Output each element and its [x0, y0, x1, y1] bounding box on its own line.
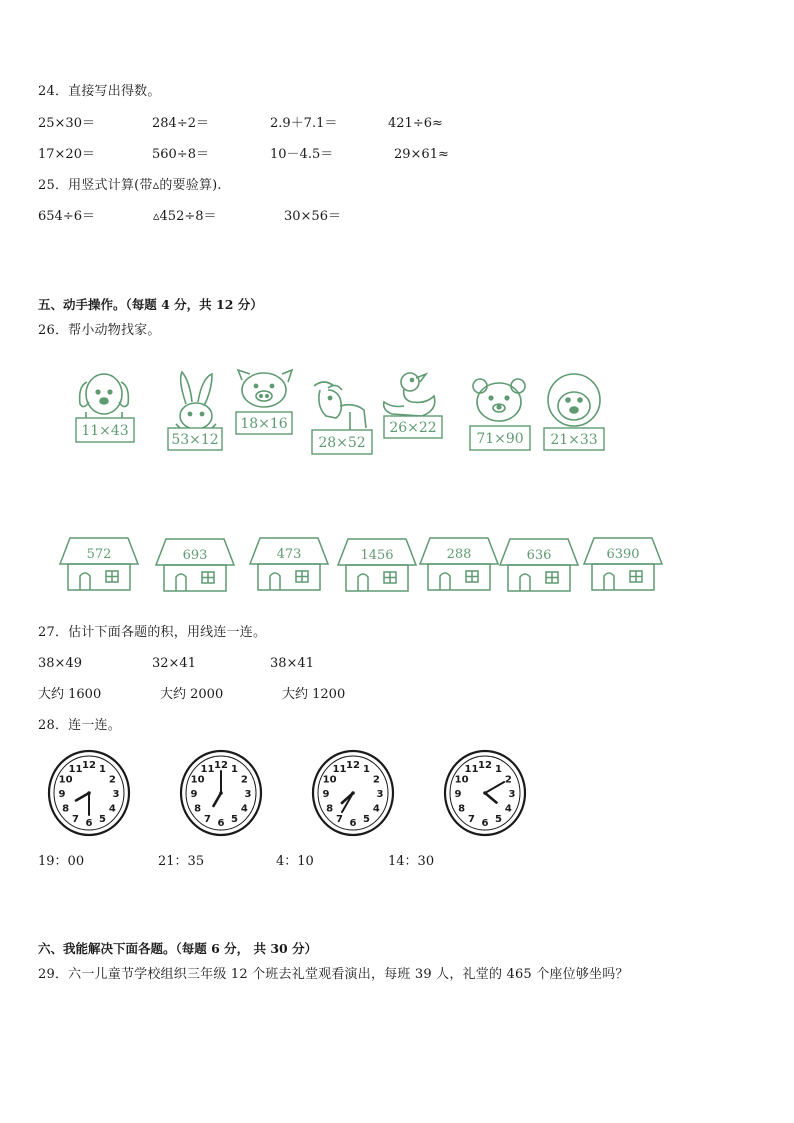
clock-numeral: 6	[349, 818, 357, 829]
house-5[interactable]	[418, 532, 500, 594]
clock-numeral: 1	[495, 763, 502, 775]
bear-label: 71×90	[476, 431, 524, 447]
clock-numeral: 11	[464, 763, 479, 775]
clock-numeral: 4	[372, 803, 380, 815]
clock-numeral: 1	[363, 763, 370, 775]
house-icon	[584, 538, 662, 590]
q29-title: 29．六一儿童节学校组织三年级 12 个班去礼堂观看演出，每班 39 人，礼堂的 465 个座位够坐吗？	[38, 967, 629, 982]
q25-title: 25．用竖式计算(带▵的要验算).	[38, 178, 222, 193]
clock-numeral: 2	[240, 774, 248, 786]
q25-item-2: ▵452÷8＝	[153, 209, 217, 224]
clock-numeral: 3	[376, 789, 384, 800]
hour-hand	[485, 793, 497, 803]
q24-title: 24．直接写出得数。	[38, 84, 161, 99]
q27-title: 27．估计下面各题的积，用线连一连。	[38, 625, 267, 640]
house-number: 636	[526, 548, 552, 563]
dog-card[interactable]	[70, 368, 140, 450]
rabbit-label: 53×12	[171, 432, 219, 448]
clock-numeral: 5	[363, 814, 370, 826]
q24-r1-c2: 284÷2＝	[152, 116, 209, 131]
clock-center	[87, 791, 91, 795]
house-icon	[420, 538, 498, 590]
dog-label: 11×43	[81, 423, 129, 439]
clock-numeral: 7	[468, 814, 475, 826]
rabbit-card[interactable]	[162, 368, 228, 456]
clock-numeral: 5	[231, 814, 238, 826]
bear-icon	[473, 379, 525, 421]
clock-numeral: 12	[478, 760, 492, 771]
clock-numeral: 9	[58, 789, 66, 800]
monkey-label: 21×33	[550, 432, 598, 448]
clock-numeral: 4	[504, 803, 512, 815]
house-icon	[338, 539, 416, 591]
duck-card[interactable]	[378, 368, 448, 444]
hour-hand	[76, 793, 89, 801]
clock-center	[219, 791, 223, 795]
q24-r2-c1: 17×20＝	[38, 147, 95, 162]
clock-numeral: 5	[99, 814, 106, 826]
goat-icon	[314, 382, 366, 430]
house-2[interactable]	[154, 533, 236, 595]
section5-title: 五、动手操作。（每题 4 分，共 12 分）	[38, 297, 263, 312]
q24-r2-c4: 29×61≈	[394, 147, 449, 162]
bear-card[interactable]	[464, 376, 534, 456]
q24-r1-c3: 2.9＋7.1＝	[270, 116, 338, 131]
clock-numeral: 9	[454, 789, 462, 800]
clock-numeral: 12	[214, 760, 228, 771]
clock-numeral: 2	[372, 774, 380, 786]
clock-numeral: 6	[481, 818, 489, 829]
clock-numeral: 11	[332, 763, 347, 775]
hour-hand	[214, 793, 222, 806]
clock-numeral: 1	[99, 763, 106, 775]
clock-numeral: 4	[108, 803, 116, 815]
clock-3[interactable]	[310, 748, 396, 838]
clock-numeral: 10	[454, 774, 469, 786]
q24-r2-c3: 10－4.5＝	[270, 147, 334, 162]
house-1[interactable]	[58, 532, 140, 594]
q26-title: 26．帮小动物找家。	[38, 323, 161, 338]
pig-label: 18×16	[240, 416, 288, 432]
house-icon	[156, 539, 234, 591]
duck-icon	[384, 373, 435, 416]
clock-center	[351, 791, 355, 795]
q28-time-1: 19：00	[38, 854, 85, 869]
clock-numeral: 7	[204, 814, 211, 826]
house-icon	[500, 539, 578, 591]
house-number: 1456	[360, 548, 394, 563]
clock-4[interactable]	[442, 748, 528, 838]
clock-numeral: 9	[190, 789, 198, 800]
pig-icon	[238, 370, 292, 407]
section6-title: 六、我能解决下面各题。（每题 6 分， 共 30 分）	[38, 941, 318, 956]
clock-2[interactable]	[178, 748, 264, 838]
clock-numeral: 10	[322, 774, 337, 786]
clock-numeral: 2	[108, 774, 116, 786]
clock-numeral: 7	[72, 814, 79, 826]
clock-numeral: 6	[217, 818, 225, 829]
q27-expr-2: 32×41	[152, 656, 196, 671]
q28-title: 28．连一连。	[38, 718, 121, 733]
clock-numeral: 9	[322, 789, 330, 800]
house-number: 288	[446, 547, 472, 562]
clock-numeral: 8	[194, 803, 202, 815]
clock-numeral: 8	[62, 803, 70, 815]
house-number: 572	[86, 547, 112, 562]
clock-numeral: 10	[58, 774, 73, 786]
clock-numeral: 4	[240, 803, 248, 815]
clock-numeral: 8	[326, 803, 334, 815]
clock-numeral: 8	[458, 803, 466, 815]
q27-answer-2: 大约 2000	[160, 687, 224, 702]
q28-time-4: 14：30	[388, 854, 435, 869]
house-number: 693	[182, 548, 208, 563]
clock-numeral: 6	[85, 818, 93, 829]
clock-numeral: 3	[112, 789, 120, 800]
q25-item-1: 654÷6＝	[38, 209, 95, 224]
q24-r1-c1: 25×30＝	[38, 116, 95, 131]
q24-r1-c4: 421÷6≈	[388, 116, 443, 131]
clock-1[interactable]	[46, 748, 132, 838]
q28-time-3: 4：10	[276, 854, 314, 869]
clock-numeral: 12	[346, 760, 360, 771]
clock-numeral: 12	[82, 760, 96, 771]
clock-numeral: 7	[336, 814, 343, 826]
q27-answer-1: 大约 1600	[38, 687, 102, 702]
q27-answer-3: 大约 1200	[282, 687, 346, 702]
goat-card[interactable]	[306, 376, 376, 460]
clock-numeral: 3	[508, 789, 516, 800]
house-7[interactable]	[582, 532, 664, 594]
monkey-card[interactable]	[538, 372, 610, 452]
q27-expr-1: 38×49	[38, 656, 82, 671]
clock-numeral: 1	[231, 763, 238, 775]
pig-card[interactable]	[232, 366, 298, 442]
house-4[interactable]	[336, 533, 418, 595]
duck-label: 26×22	[389, 420, 437, 436]
house-number: 6390	[606, 547, 640, 562]
clock-center	[483, 791, 487, 795]
house-icon	[60, 538, 138, 590]
clock-numeral: 11	[200, 763, 215, 775]
house-3[interactable]	[248, 532, 330, 594]
rabbit-icon	[176, 372, 216, 430]
clock-numeral: 10	[190, 774, 205, 786]
clock-numeral: 3	[244, 789, 252, 800]
minute-hand	[485, 782, 504, 793]
q27-expr-3: 38×41	[270, 656, 314, 671]
goat-label: 28×52	[318, 435, 366, 451]
clock-numeral: 2	[504, 774, 512, 786]
house-6[interactable]	[498, 533, 580, 595]
house-number: 473	[276, 547, 302, 562]
q28-time-2: 21：35	[158, 854, 205, 869]
house-icon	[250, 538, 328, 590]
q25-item-3: 30×56＝	[284, 209, 341, 224]
clock-numeral: 5	[495, 814, 502, 826]
clock-numeral: 11	[68, 763, 83, 775]
q24-r2-c2: 560÷8＝	[152, 147, 209, 162]
monkey-icon	[548, 374, 600, 426]
